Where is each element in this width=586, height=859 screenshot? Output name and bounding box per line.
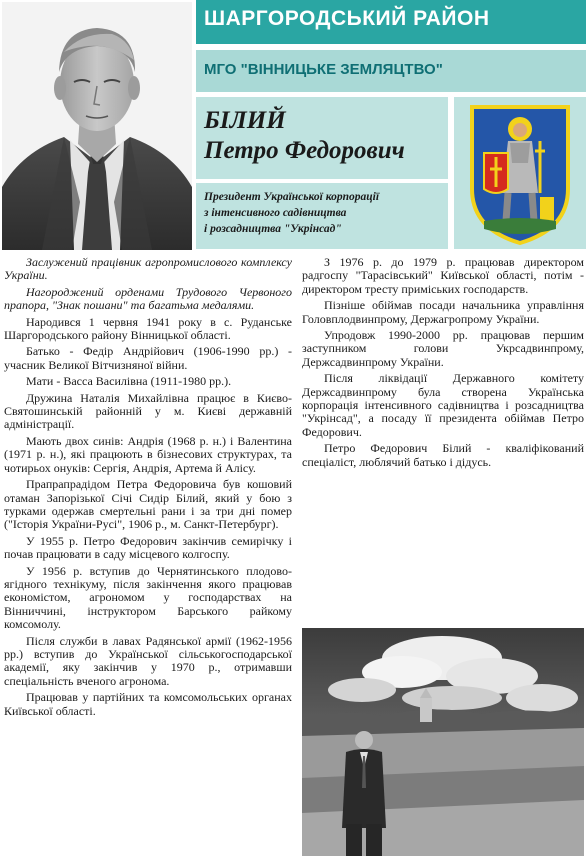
paragraph: Народився 1 червня 1941 року в с. Руданське Шаргородського району Вінницької області. <box>4 314 292 343</box>
title-panel <box>196 183 448 249</box>
title-line: Президент Української корпорації <box>204 191 380 203</box>
region-header <box>196 0 586 44</box>
right-column <box>302 256 584 472</box>
paragraph: Дружина Наталія Михайлівна працює в Києво-Святошинській районній у м. Києві державній адміністрації. <box>4 390 292 432</box>
person-surname: БІЛИЙ <box>204 107 286 134</box>
title-line: і розсадництва "Укрінсад" <box>204 223 342 235</box>
person-given-names: Петро Федорович <box>204 137 405 164</box>
paragraph: Батько - Федір Андрійович (1906-1990 рр.) - учасник Великої Вітчизняної війни. <box>4 344 292 372</box>
paragraph: Нагороджений орденами Трудового Червоного прапора, "Знак пошани" та багатьма медалями. <box>4 284 292 313</box>
paragraph: Прапрапрадідом Петра Федоровича був кошовий отаман Запорізької Січі Сидір Білий, який у бою з турками одержав смертельні рани і за три дні помер ("Історія України-Русі", 1906 р., м. Санкт-Петербург). <box>4 477 292 532</box>
paragraph: Петро Федорович Білий - кваліфікований спеціаліст, люблячий батько і дідусь. <box>302 441 584 469</box>
paragraph: Працював у партійних та комсомольських органах Київської області. <box>4 690 292 718</box>
paragraph: З 1976 р. до 1979 р. працював директором радгоспу "Тарасівський" Київської області, потім - директором тресту приміських господарств. <box>302 255 584 296</box>
region-title: ШАРГОРОДСЬКИЙ РАЙОН <box>204 7 490 30</box>
organization-title: МГО "ВІННИЦЬКЕ ЗЕМЛЯЦТВО" <box>204 61 443 78</box>
portrait-illustration <box>2 2 192 250</box>
paragraph: Мають двох синів: Андрія (1968 р. н.) і Валентина (1971 р. н.), які працюють в бізнесових структурах, та чотирьох онуків: Сергія, Андрія, Артема й Алісу. <box>4 433 292 475</box>
landscape-photo <box>302 628 584 856</box>
portrait-photo <box>2 2 192 250</box>
left-column <box>4 256 292 721</box>
paragraph: У 1955 р. Петро Федорович закінчив семирічку і почав працювати в саду місцевого колгоспу. <box>4 533 292 562</box>
paragraph: Після ліквідації Державного комітету Держсадвинпрому була створена Українська корпорація інтенсивного садівництва і розсадництва "Укрінсад", а посаду її президента обіймав Петро Федорович. <box>302 371 584 439</box>
paragraph: Мати - Васса Василівна (1911-1980 рр.). <box>26 374 232 389</box>
organization-header <box>196 50 586 92</box>
paragraph: Заслужений працівник агропромислового комплексу України. <box>4 255 292 283</box>
coat-of-arms-panel <box>454 97 586 249</box>
name-panel <box>196 97 448 179</box>
landscape-illustration <box>302 628 584 856</box>
paragraph: Упродовж 1990-2000 рр. працював першим заступником голови Укрсадвинпрому, Держсадвинпрому України. <box>302 328 584 369</box>
paragraph: Після служби в лавах Радянської армії (1962-1956 рр.) вступив до Української сільськогосподарської академії, яку закінчив у 1970 р., отримавши спеціальність вченого агронома. <box>4 633 292 688</box>
paragraph: Пізніше обіймав посади начальника управління Головплодвинпрому, Держагропрому України. <box>302 298 584 326</box>
paragraph: У 1956 р. вступив до Чернятинського плодово-ягідного технікуму, після закінчення якого працював економістом, агрономом у господарствах на Вінниччині, інструктором Барського райкому комсомолу. <box>4 563 292 632</box>
title-line: з інтенсивного садівництва <box>204 207 347 219</box>
coat-of-arms-icon <box>454 97 586 249</box>
